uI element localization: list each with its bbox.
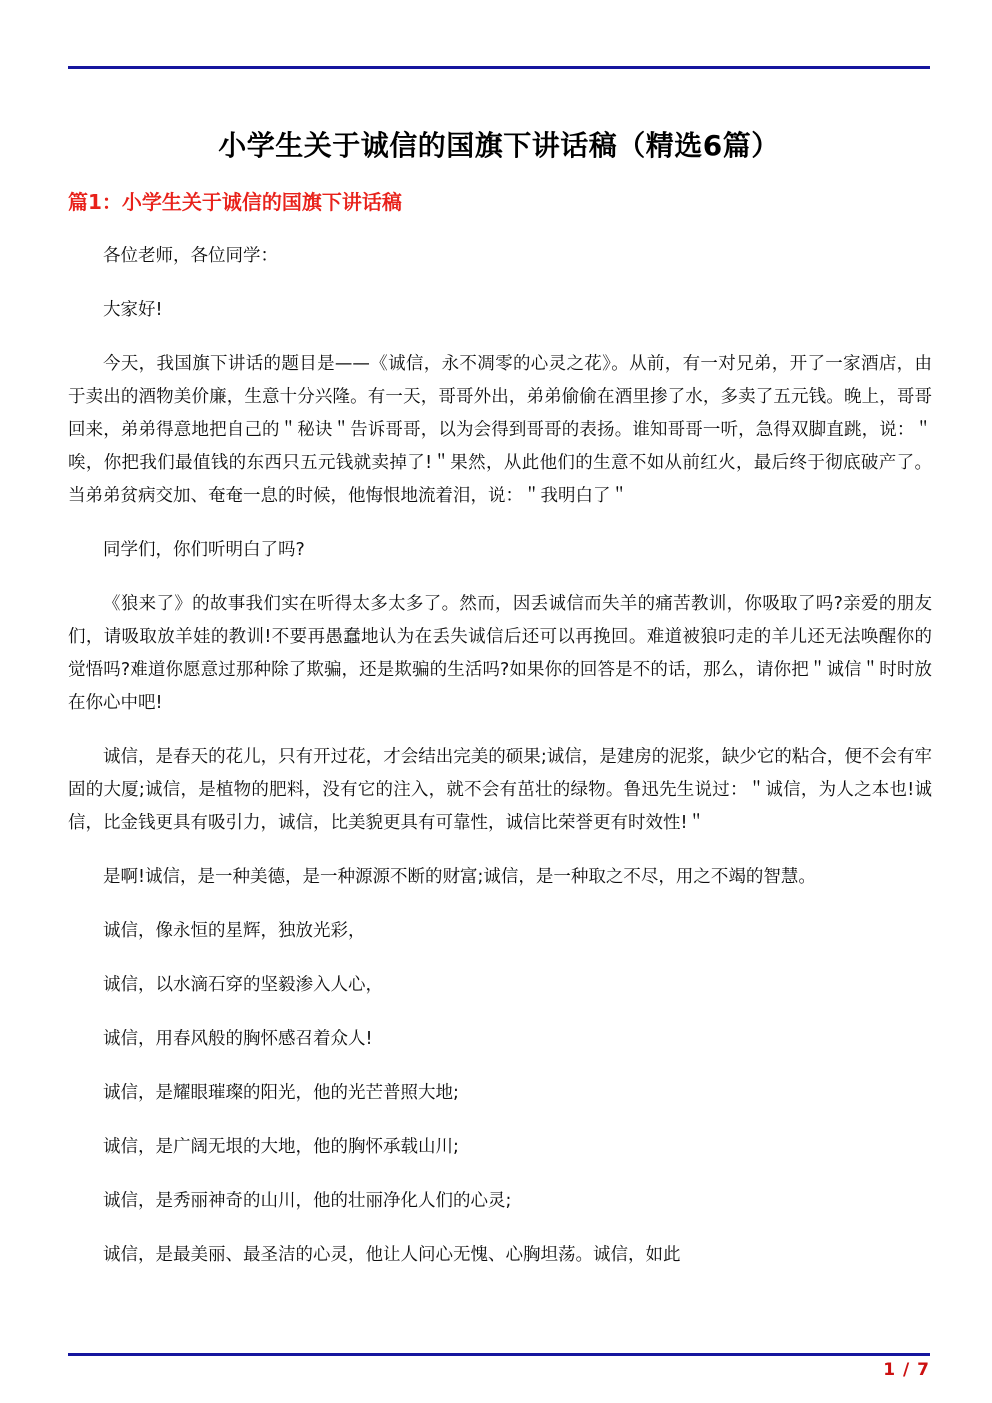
page-number: 1 / 7: [883, 1360, 930, 1380]
paragraph: 诚信，以水滴石穿的坚毅渗入人心，: [103, 975, 383, 995]
section-heading: 篇1：小学生关于诚信的国旗下讲话稿: [68, 190, 402, 214]
paragraph: 诚信，是最美丽、最圣洁的心灵，他让人问心无愧、心胸坦荡。诚信，如此: [103, 1245, 681, 1265]
paragraph: 大家好!: [103, 300, 163, 320]
document-body: [68, 240, 932, 1293]
paragraph: 是啊!诚信，是一种美德，是一种源源不断的财富;诚信，是一种取之不尽，用之不竭的智慧。: [103, 867, 816, 887]
paragraph: 同学们，你们听明白了吗?: [103, 540, 305, 560]
paragraph: 诚信，用春风般的胸怀感召着众人!: [103, 1029, 373, 1049]
paragraph: 《狼来了》的故事我们实在听得太多太多了。然而，因丢诚信而失羊的痛苦教训，你吸取了吗?亲爱的朋友们，请吸取放羊娃的教训!不要再愚蠢地认为在丢失诚信后还可以再挽回。难道被狼叼走的羊儿还无法唤醒你的觉悟吗?难道你愿意过那种除了欺骗，还是欺骗的生活吗?如果你的回答是不的话，那么，请你把＂诚信＂时时放在你心中吧!: [68, 594, 932, 713]
header-divider-rule: [68, 66, 930, 69]
paragraph: 诚信，是耀眼璀璨的阳光，他的光芒普照大地;: [103, 1083, 459, 1103]
paragraph: 诚信，是春天的花儿，只有开过花，才会结出完美的硕果;诚信，是建房的泥浆，缺少它的粘合，便不会有牢固的大厦;诚信，是植物的肥料，没有它的注入，就不会有茁壮的绿物。鲁迅先生说过：＂诚信，为人之本也!诚信，比金钱更具有吸引力，诚信，比美貌更具有可靠性，诚信比荣誉更有时效性!＂: [68, 747, 932, 833]
paragraph: 诚信，是秀丽神奇的山川，他的壮丽净化人们的心灵;: [103, 1191, 512, 1211]
footer-divider-rule: [68, 1353, 930, 1356]
paragraph: 诚信，像永恒的星辉，独放光彩，: [103, 921, 366, 941]
paragraph: 各位老师，各位同学：: [103, 246, 278, 266]
page-title: 小学生关于诚信的国旗下讲话稿（精选6篇）: [218, 129, 780, 162]
paragraph: 诚信，是广阔无垠的大地，他的胸怀承载山川;: [103, 1137, 459, 1157]
paragraph: 今天，我国旗下讲话的题目是——《诚信，永不凋零的心灵之花》。从前，有一对兄弟，开了一家酒店，由于卖出的酒物美价廉，生意十分兴隆。有一天，哥哥外出，弟弟偷偷在酒里掺了水，多卖了五元钱。晚上，哥哥回来，弟弟得意地把自己的＂秘诀＂告诉哥哥，以为会得到哥哥的表扬。谁知哥哥一听，急得双脚直跳，说：＂唉，你把我们最值钱的东西只五元钱就卖掉了!＂果然，从此他们的生意不如从前红火，最后终于彻底破产了。当弟弟贫病交加、奄奄一息的时候，他悔恨地流着泪，说：＂我明白了＂: [68, 354, 932, 506]
